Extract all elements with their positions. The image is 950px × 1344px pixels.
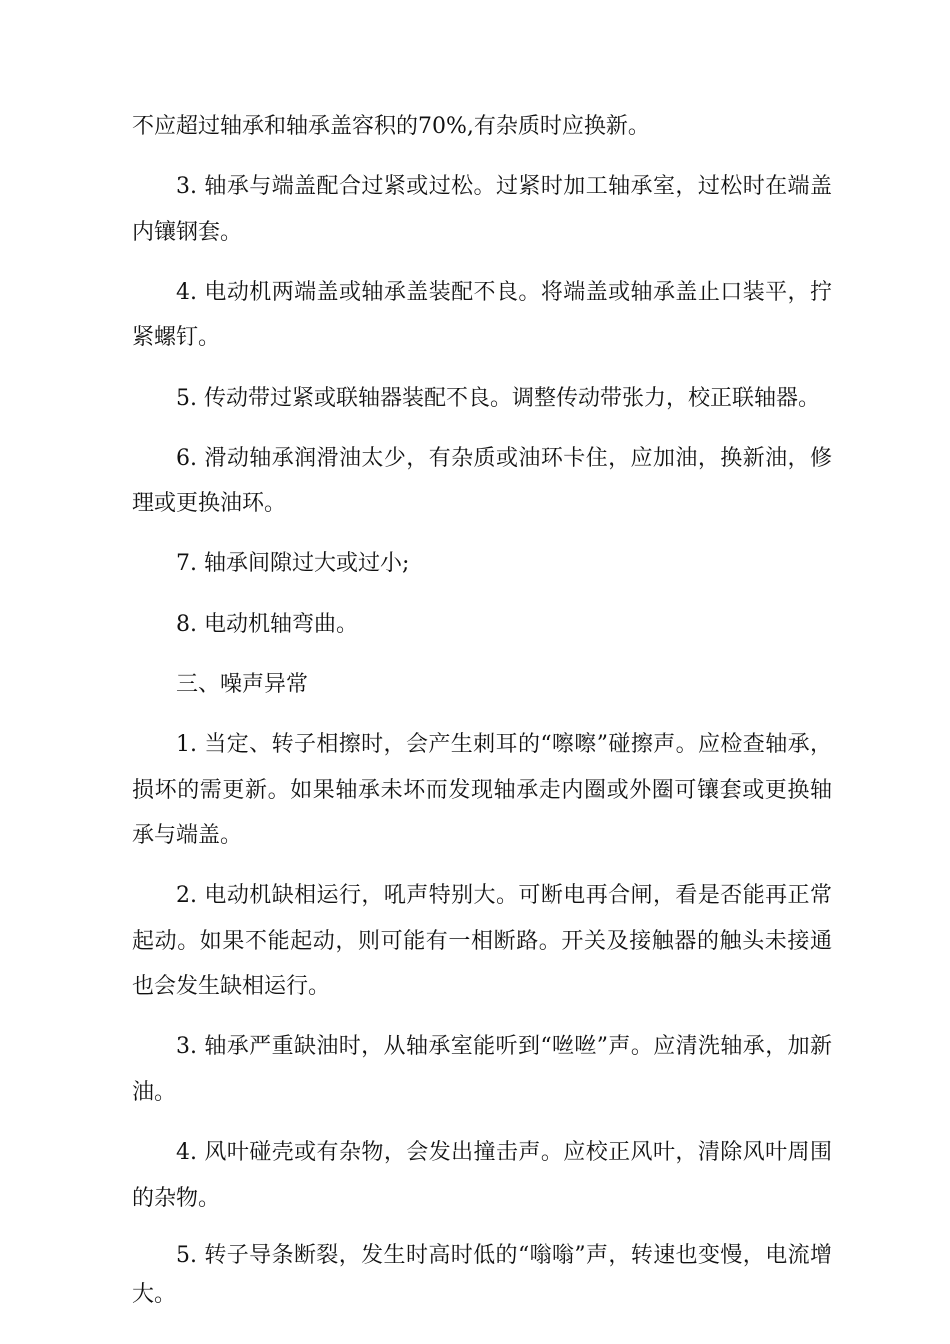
paragraph-item-8: 8. 电动机轴弯曲。: [176, 611, 358, 637]
paragraph-item-4: 4. 电动机两端盖或轴承盖装配不良。将端盖或轴承盖止口装平，拧紧螺钉。: [132, 279, 832, 351]
paragraph-item-6: 6. 滑动轴承润滑油太少，有杂质或油环卡住，应加油，换新油，修理或更换油环。: [132, 445, 832, 517]
section-heading: 三、噪声异常: [176, 671, 309, 697]
paragraph-continuation: 不应超过轴承和轴承盖容积的70%,有杂质时应换新。: [132, 114, 650, 139]
noise-paragraph-5: 5. 转子导条断裂，发生时高时低的“嗡嗡”声，转速也变慢，电流增大。: [132, 1242, 832, 1307]
paragraph-item-7: 7. 轴承间隙过大或过小;: [176, 551, 410, 577]
noise-paragraph-3: 3. 轴承严重缺油时，从轴承室能听到“咝咝”声。应清洗轴承，加新油。: [132, 1034, 832, 1105]
noise-paragraph-1: 1. 当定、转子相擦时，会产生刺耳的“嚓嚓”碰擦声。应检查轴承，损坏的需更新。如果轴承未坏而发现轴承走内圈或外圈可镶套或更换轴承与端盖。: [132, 732, 832, 848]
paragraph-item-5: 5. 传动带过紧或联轴器装配不良。调整传动带张力，校正联轴器。: [176, 385, 820, 411]
paragraph-item-3: 3. 轴承与端盖配合过紧或过松。过紧时加工轴承室，过松时在端盖内镶钢套。: [132, 174, 832, 245]
noise-paragraph-2: 2. 电动机缺相运行，吼声特别大。可断电再合闸，看是否能再正常起动。如果不能起动，则可能有一相断路。开关及接触器的触头未接通也会发生缺相运行。: [132, 883, 832, 1000]
noise-paragraph-4: 4. 风叶碰壳或有杂物，会发出撞击声。应校正风叶，清除风叶周围的杂物。: [132, 1140, 832, 1211]
document-body: [132, 104, 832, 1328]
